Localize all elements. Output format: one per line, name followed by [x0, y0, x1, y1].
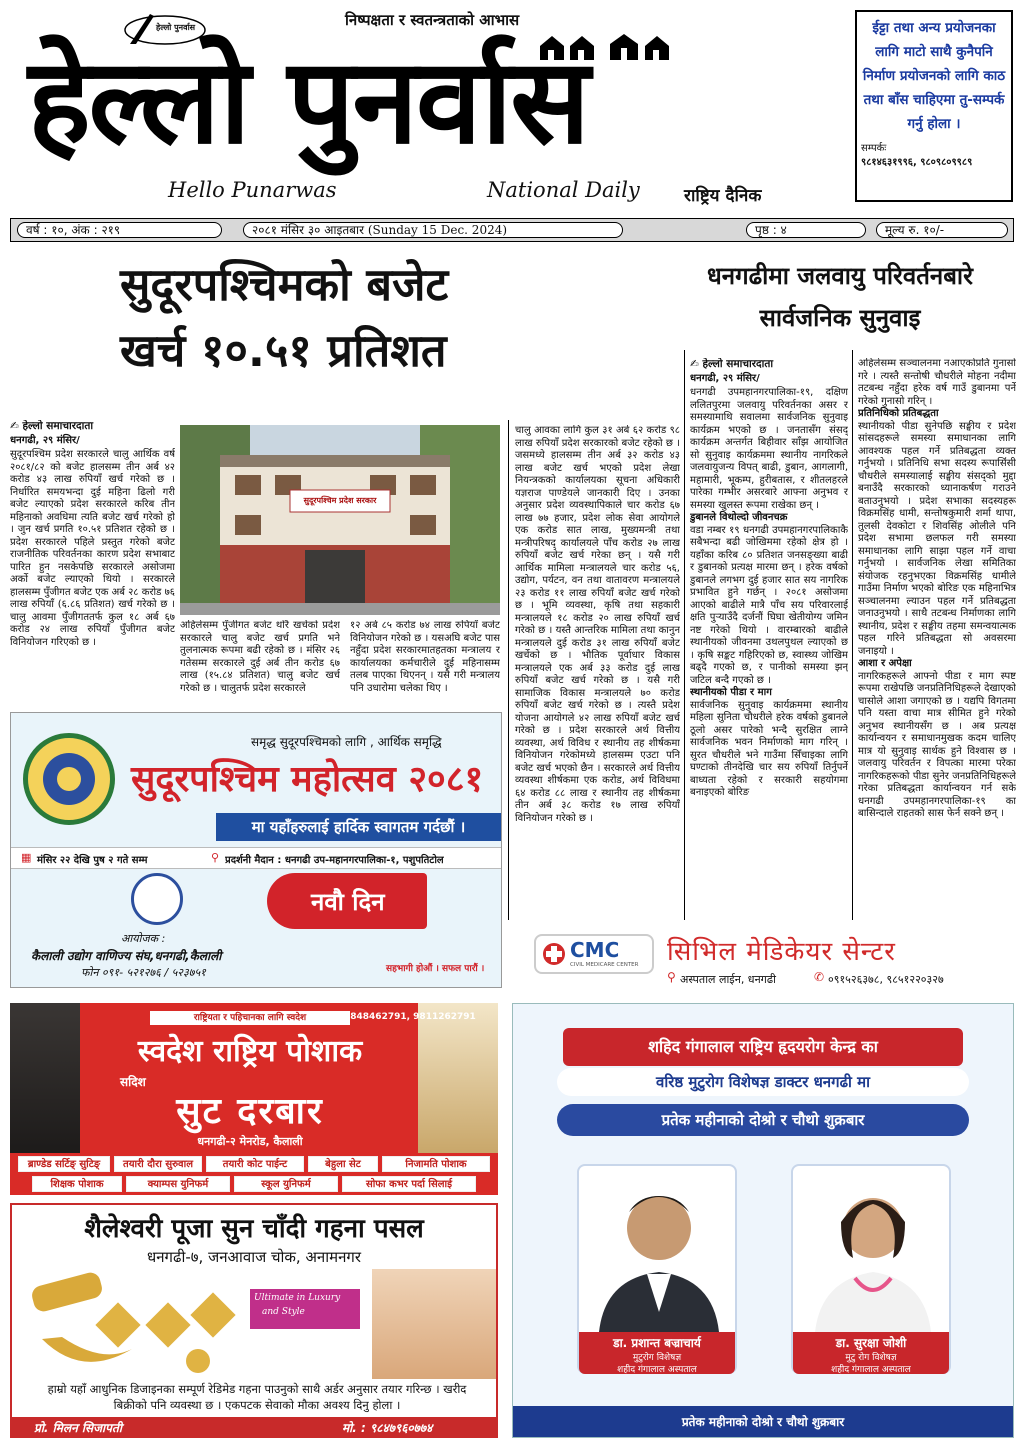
issue-date: २०८१ मंसिर ३० आइतबार (Sunday 15 Dec. 2024): [243, 222, 623, 238]
mahotsav-phone: फोन ०९१- ५२१२७६ / ५२३७५१: [81, 966, 206, 979]
contact-box-text: ईट्टा तथा अन्य प्रयोजनका लागि माटो साथै कुनैपनि निर्माण प्रयोजनको लागि काठ तथा बाँस चाहिएमा तु-सम्पर्क गर्नु होला ।: [862, 20, 1006, 132]
side-story-text: स्थानीयको पीडा सुनेपछि सङ्घीय र प्रदेश सांसदहरूले समस्या समाधानका लागि आवश्यक पहल गर्ने प्रतिबद्धता व्यक्त गर्नुभयो । प्रतिनिधि सभा सदस्य रूपासिंंसी चौधरीले समस्यालाई सङ्घीय संसद्को मुद्दा बनाउँदै सरकारको ध्यानाकर्षण गराउने बताउनुभयो । प्रदेश सभाका सदस्यहरू विक्रमसिंह धामी, सन्तोषकुमारी शर्मा थापा, तुलसी देवकोटा र शिवसिंह ओलीले पनि प्रदेश सभामा छलफल गरी समस्या समाधानका लागि साझा पहल गर्ने वाचा गर्नुभयो । सार्वजनिक लेखा समितिका संयोजक रहनुभएका विक्रमसिंह धामीले गाउँमा निर्माण भएको बोरिङ एक महिनाभित्र सञ्चालनमा ल्याउन पहल गर्ने प्रतिबद्धता जनाउनुभयो । साथै तटबन्ध निर्माणका लागि स्थानीय, प्रदेश र सङ्घीय तहमा समन्वयात्मक पहल गरिने प्रतिबद्धता सो अवसरमा जनाइयो ।: [858, 420, 1016, 657]
ad-civil-medicare: [512, 922, 1014, 998]
jewel-tagline-box: [250, 1289, 360, 1329]
main-story-col-3: १२ अर्ब ८५ करोड ७४ लाख रुपियाँ बजेट विनियोजन गरेको छ । यसअघि बजेट पास नहुँदा प्रदेश सरकारमातहतका मन्त्रालय र कार्यालयका कर्मचारीले दुई महिनासम्म तलब पाएका थिएनन् । यसै गरी मन्त्रालय पनि उधारोमा चलेका थिए ।: [350, 620, 500, 694]
mahotsav-welcome: मा यहाँहरुलाई हार्दिक स्वागतम गर्दछौं ।: [216, 813, 501, 841]
jewel-tagline-2: and Style: [262, 1307, 305, 1317]
mahotsav-slogan: सहभागी होऔं । सफल पारौं ।: [386, 964, 485, 974]
news-photo-building: [180, 425, 500, 615]
main-headline-line-1: सुदूरपश्चिमको बजेट: [120, 258, 449, 311]
suit-top-slogan: राष्ट्रियता र पहिचानका लागि स्वदेश: [150, 1011, 350, 1025]
cmc-logo-subtext: CIVIL MEDICARE CENTER: [570, 962, 639, 968]
side-story-text: सार्वजनिक सुनुवाइ कार्यक्रममा स्थानीय महिला सुनिता चौधरीले हरेक वर्षको डुबानले ठूलो असर पारेको भन्दै सुरक्षित लाग्ने सार्वजनिक भवन निर्माणको माग गरिन् । सुरत चौधरीले भने गाउँमा सिँचाइका लागि घण्टाको तीनदेखि चार सय रुपियाँ तिर्नुपर्ने बाध्यता रहेको र सरकारी सहयोगमा बनाइएको बोरिङ: [690, 699, 848, 798]
contact-box-phones: ९८१४६३१९९६, ९८०९८०९९८९: [861, 157, 973, 168]
side-story-col-1: [690, 358, 848, 918]
side-story-text: वडा नम्बर १९ धनगढी उपमहानगरपालिकाकै सबैभन्दा बढी जोखिममा रहेको क्षेत्र हो । यहाँका करिब ८० प्रतिशत जनसङ्ख्या बाढी र डुबानको प्रत्यक्ष मारमा छन् । हरेक वर्षको डुबानले लगभग दुई हजार सात सय नागरिक प्रभावित हुने गर्छन् । २०८१ असोजमा आएको बाढीले मात्रै पाँच सय परिवारलाई क्षति पुऱ्याउँदै दर्जनौं घिघा खेतीयोग्य जमिन नष्ट गरेको थियो । वारम्बारको बाढीले स्थानीयको जीवनमा उथलपुथल ल्याएको छ । कृषि सङ्कट गहिरिएको छ, स्वास्थ्य जोखिम बढ्दै गएको छ, र पानीको समस्या झन् जटिल बन्दै गएको छ ।: [690, 524, 848, 686]
masthead-english-name: Hello Punarwas: [168, 178, 337, 202]
main-story-dateline: धनगढी, २९ मंसिर/: [10, 434, 80, 446]
suit-brand-prefix: सदिश: [120, 1075, 146, 1089]
masthead-tagline: निष्पक्षता र स्वतन्त्रताको आभास: [345, 11, 520, 29]
side-story-text: अहिलेसम्म सञ्चालनमा नआएकोप्रति गुनासो गरे । त्यस्तै सन्तोषी चौधरीले मोहना नदीमा तटबन्ध नहुँदा हरेक वर्ष गाउँ डुबानमा पर्ने गरेको गुनासो गरिन् ।: [858, 358, 1016, 407]
doctor-hospital: शहीद गंगालाल अस्पताल: [831, 1365, 911, 1375]
doctor-photo: [589, 1182, 729, 1332]
mahotsav-day-badge: नवौ दिन: [311, 888, 385, 916]
heart-line-2: वरिष्ठ मुटुरोग विशेषज्ञ डाक्टर धनगढी मा: [557, 1068, 969, 1096]
location-pin-icon: ⚲: [211, 851, 220, 864]
side-story-intro: धनगढी उपमहानगरपालिका-१९, दक्षिण ललितपुरमा जलवायु परिवर्तनका असर र समस्यामाथि सवालमा सार्वजनिक सुनुवाइ कार्यक्रम भएको छ । जनतासँग संसद् कार्यक्रम अन्तर्गत बिहीवार साँझ आयोजित सो सुनुवाइ कार्यक्रममा स्थानीय नागरिकले जलवायुजन्य विपत् बाढी, डुबान, आगलागी, महामारी, भूकम्प, हुरीबतास, र शीतलहरले पारेका गम्भीर असरबारे आफ्ना अनुभव र समस्या खुलस्त रूपमा राखेका छन् ।: [690, 387, 848, 511]
ad-sudurpaschim-mahotsav: [10, 712, 502, 988]
issue-price: मूल्य रु. १०/-: [876, 222, 1008, 238]
mahotsav-dates: मंसिर २२ देखि पुष २ गते सम्म: [37, 855, 148, 866]
contact-box-label: सम्पर्कः: [861, 143, 887, 154]
suit-service-tile: ब्राण्डेड सर्टिङ् सुटिङ्: [18, 1156, 110, 1172]
heart-banner: शहिद गंगालाल राष्ट्रिय हृदयरोग केन्द्र का: [563, 1028, 963, 1066]
side-story-subhead: आशा र अपेक्षा: [858, 658, 912, 669]
jewel-footer: [12, 1417, 496, 1436]
jewel-tagline-1: Ultimate in Luxury: [254, 1293, 341, 1303]
mahotsav-organizer-label: आयोजक :: [121, 932, 166, 945]
jewel-mobile: मो. : ९८४७९६०७७४: [342, 1421, 433, 1435]
doctor-card: [577, 1164, 737, 1374]
phone-icon: ✆: [814, 970, 825, 984]
building-photo: [180, 425, 500, 615]
doctor-role: मुटु रोग विशेषज्ञ: [845, 1353, 897, 1363]
medical-cross-icon: [542, 942, 566, 966]
jewel-address: धनगढी-७, जनआवाज चोक, अनामनगर: [147, 1248, 361, 1266]
page-number: पृष्ठ : ४: [746, 222, 866, 238]
suit-address: धनगढी-२ मेनरोड, कैलाली: [197, 1135, 303, 1148]
heart-line-3: प्रतेक महीनाको दोश्रो र चौथो शुक्रबार: [557, 1104, 969, 1136]
side-story-text: नागरिकहरूले आफ्नो पीडा र माग स्पष्ट रूपमा राखेपछि जनप्रतिनिधिहरूले देखाएको चासोले आशा जगाएको छ । यद्यपि विगतमा पनि यस्ता वाचा मात्र सीमित हुने गरेको अनुभव स्थानीयसँग छ । अब प्रत्यक्ष कार्यान्वयन र समाधानमुखक कदम चालिए मात्र यो सुनुवाइ सार्थक हुने विश्वास छ । जलवायु परिवर्तन र विपत्का मारमा परेका नागरिकहरूको पीडा सुनेर जनप्रतिनिधिहरूले गरेका प्रतिबद्धता कार्यान्वयन गर्न सके धनगढी उपमहानगरपालिका-१९ का बासिन्दाले राहतको सास फेर्न सक्ने छन् ।: [858, 670, 1016, 819]
contact-box: [855, 10, 1013, 202]
calendar-icon: ▦: [21, 851, 32, 864]
issue-info-bar: [10, 218, 1014, 242]
federation-logo: [23, 733, 115, 825]
cmc-address: अस्पताल लाईन, धनगढी: [680, 973, 776, 986]
suit-service-tile: सोफा कभर पर्दा सिलाई: [342, 1176, 476, 1192]
suit-service-tile: क्याम्पस युनिफर्म: [126, 1176, 230, 1192]
doctor-role: मुटुरोग विशेषज्ञ: [632, 1353, 682, 1363]
issue-volume: वर्ष : १०, अंक : २१९: [17, 222, 222, 238]
ad-jewellery-shop: [10, 1203, 498, 1438]
column-divider: [508, 420, 509, 920]
suit-service-tile: स्कूल युनिफर्म: [234, 1176, 338, 1192]
gold-jewellery-icon: [22, 1269, 252, 1379]
ad-suit-darbar: [10, 1003, 498, 1195]
doctor-hospital: शहीद गंगालाल अस्पताल: [617, 1365, 697, 1375]
cmc-name: सिभिल मेडिकेयर सेन्टर: [667, 937, 896, 967]
jewel-description: हाम्रो यहाँ आधुनिक डिजाइनका सम्पूर्ण रेडिमेड गहना पाउनुको साथै अर्डर अनुसार तयार गरिन्छ । खरीद बिक्रीको पनि व्यवस्था छ । एकपटक सेवाको मौका अवश्य दिनु होला ।: [47, 1382, 467, 1412]
phone-icon: ✆: [332, 1012, 341, 1023]
gear-icon: [28, 738, 110, 820]
cmc-logo-text: CMC: [570, 938, 620, 962]
doctor-name: डा. सुरक्षा जोशी: [835, 1336, 907, 1350]
side-headline: धनगढीमा जलवायु परिवर्तनबारे सार्वजनिक सुनुवाइ: [707, 262, 973, 332]
cmc-phones: ०९१५२६३७८, ९८५१२२०३२७: [828, 973, 944, 986]
suit-service-tile: तयारी कोट पाईन्ट: [206, 1156, 304, 1172]
cmc-logo: [534, 934, 654, 974]
column-divider: [684, 350, 685, 920]
doctor-photo: [803, 1182, 943, 1332]
side-story-col-2: [858, 358, 1016, 918]
doctor-name: डा. प्रशान्त बज्राचार्य: [613, 1336, 701, 1350]
suit-phones: 9848462791, 9811262791: [344, 1012, 476, 1022]
main-story-col-4: चालु आवका लागि कुल ३१ अर्ब ६२ करोड ९८ लाख रुपियाँ प्रदेश सरकारको बजेट रहेको छ । जसमध्ये हालसम्म तीन अर्ब ३२ करोड ४३ लाख बजेट खर्च भएको प्रदेश लेखा नियन्त्रकको कार्यालयका सूचना अधिकारी यज्ञराज पाण्डेयले जानकारी दिए । उनका अनुसार प्रदेश व्यवस्थापिकाले चार करोड ६७ लाख ७७ हजार, प्रदेश लोक सेवा आयोगले एक करोड सात लाख, मुख्यमन्त्री तथा मन्त्रीपरिषद् कार्यालयले पाँच करोड २७ लाख रुपियाँ बजेट खर्च गरेका छन् । यसै गरी आर्थिक मामिला मन्त्रालयले चार करोड ५६, उद्योग, पर्यटन, वन तथा वातावरण मन्त्रालयले २३ करोड ११ लाख रुपियाँ बजेट खर्च गरेको छ । भूमि व्यवस्था, कृषि तथा सहकारी मन्त्रालयले १८ करोड २० लाख रुपियाँ खर्च गरेको छ । यस्तै आन्तरिक मामिला तथा कानुन मन्त्रालयले दुई करोड ३१ लाख रुपियाँ बजेट खर्चेको छ । भौतिक पूर्वाधार विकास मन्त्रालयले एक अर्ब ३३ करोड दुई लाख रुपियाँ बजेट खर्च गरेको छ । यसै गरी सामाजिक विकास मन्त्रालयले ७० करोड रुपियाँ बजेट खर्च गरेको छ । त्यस्तै प्रदेश योजना आयोगले ४२ लाख रुपियाँ बजेट खर्च गरेको छ । प्रदेश सरकारले अर्थ वित्तीय व्यवस्था, अर्थ विविध र स्थानीय तह शीर्षकमा विनियोजन गरेकोमध्ये हालसम्म एउटा पनि बजेट खर्च भएको छैन । सरकारले अर्थ वित्तीय व्यवस्था शीर्षकमा एक करोड, अर्थ विविधमा ६४ करोड ८८ लाख र स्थानीय तह शीर्षकमा तीन अर्ब ३८ करोड १७ लाख रुपियाँ विनियोजन गरेको छ ।: [515, 425, 680, 824]
model-photo-daura: [418, 1003, 498, 1153]
side-story-subhead: स्थानीयको पीडा र माग: [690, 687, 772, 698]
side-story-subhead: डुबानले विथोल्दो जीवनचक्र: [690, 512, 788, 523]
main-story-col-1: [10, 420, 175, 705]
side-story-byline: ✍ हेल्लो समाचारदाता: [690, 358, 774, 370]
main-headline: [120, 252, 590, 384]
suit-brand: सुट दरबार: [176, 1091, 324, 1132]
location-pin-icon: ⚲: [667, 970, 676, 984]
heart-footer: प्रतेक महीनाको दोश्रो र चौथो शुक्रबार: [513, 1406, 1013, 1438]
column-divider: [852, 350, 853, 920]
masthead-title: हेल्लो पुनर्वास: [28, 32, 588, 170]
mahotsav-top-line: समृद्ध सुदूरपश्चिमको लागि , आर्थिक समृद्धि: [251, 735, 442, 749]
main-headline-line-2: खर्च १०.५१ प्रतिशत: [120, 324, 447, 377]
ad-heart-centre: [512, 1003, 1014, 1438]
mahotsav-venue: प्रदर्शनी मैदान : धनगढी उप-महानगरपालिका-१, पशुपतिटोल: [225, 855, 444, 866]
jewel-title: शैलेश्वरी पूजा सुन चाँदी गहना पसल: [84, 1214, 424, 1244]
organizer-logo: [131, 873, 183, 925]
masthead-nepali-daily: राष्ट्रिय दैनिक: [684, 186, 762, 206]
jewel-proprietor: प्रो. मिलन सिजापती: [34, 1421, 122, 1435]
mahotsav-title: सुदूरपश्चिम महोत्सव २०८१: [131, 759, 484, 800]
mahotsav-organizer: कैलाली उद्योग वाणिज्य संघ,धनगढी,कैलाली: [31, 949, 222, 963]
main-story-col-2: अहिलेसम्म पुँजीगत बजेट थोरै खर्चेको प्रदेश सरकारले चालु बजेट खर्च प्रगति भने तुलनात्मक रूपमा बढी रहेको छ । मंसिर २६ गतेसम्म सरकारले दुई अर्ब तीन करोड ६७ लाख (१५.८४ प्रतिशत) चालु बजेट खर्च गरेको छ । चालुतर्फ प्रदेश सरकारले: [180, 620, 340, 694]
main-story-text-1: सुदूरपश्चिम प्रदेश सरकारले चालु आर्थिक वर्ष २०८१/८२ को बजेट हालसम्म तीन अर्ब ४२ करोड ४३ लाख रुपियाँ खर्च गरेको छ । निर्धारित समयभन्दा दुई महिना ढिलो गरी बजेट ल्याएको प्रदेश सरकारले करिब तीन महिनाको अवधिमा त्यति बजेट खर्च गरेको हो । जुन खर्च प्रगति १०.५१ प्रतिशत रहेको छ । प्रदेश सरकारले पहिले प्रस्तुत गरेको बजेट राजनीतिक परिवर्तनका कारण प्रदेश सभाबाट पारित हुन नसकेपछि सरकारले असोजमा अर्को बजेट ल्याएको थियो । सरकारले हालसम्म पुँजीगत बजेट एक अर्ब २८ करोड ७६ लाख रुपियाँ (६.८६ प्रतिशत) खर्च गरेको छ । चालु आवमा पुँजीगततर्फ कुल १८ अर्ब ६७ करोड २४ लाख रुपियाँ पुँजीगत बजेट विनियोजन गरिएको छ ।: [10, 449, 175, 648]
small-logo-text: हेल्लो पुनर्वास: [156, 23, 196, 32]
suit-service-tile: निजामति पोशाक: [382, 1156, 490, 1172]
suit-service-tile: तयारी दौरा सुरुवाल: [114, 1156, 202, 1172]
doctor-card: [791, 1164, 951, 1374]
side-story-dateline: धनगढी, २९ मंसिर/: [690, 372, 760, 384]
main-story-byline: ✍ हेल्लो समाचारदाता: [10, 420, 94, 432]
suit-service-tile: बेहुला सेट: [308, 1156, 378, 1172]
side-story-subhead: प्रतिनिधिको प्रतिबद्धता: [858, 408, 939, 419]
mahotsav-info-strip: [11, 847, 502, 869]
suit-service-tile: शिक्षक पोशाक: [32, 1176, 122, 1192]
masthead-english-daily: National Daily: [487, 178, 640, 202]
model-photo-suit: [10, 1003, 80, 1153]
building-signboard: सुदूरपश्चिम प्रदेश सरकार: [303, 496, 377, 505]
jewel-model-photo: [372, 1269, 496, 1379]
suit-title: स्वदेश राष्ट्रिय पोशाक: [137, 1034, 363, 1069]
